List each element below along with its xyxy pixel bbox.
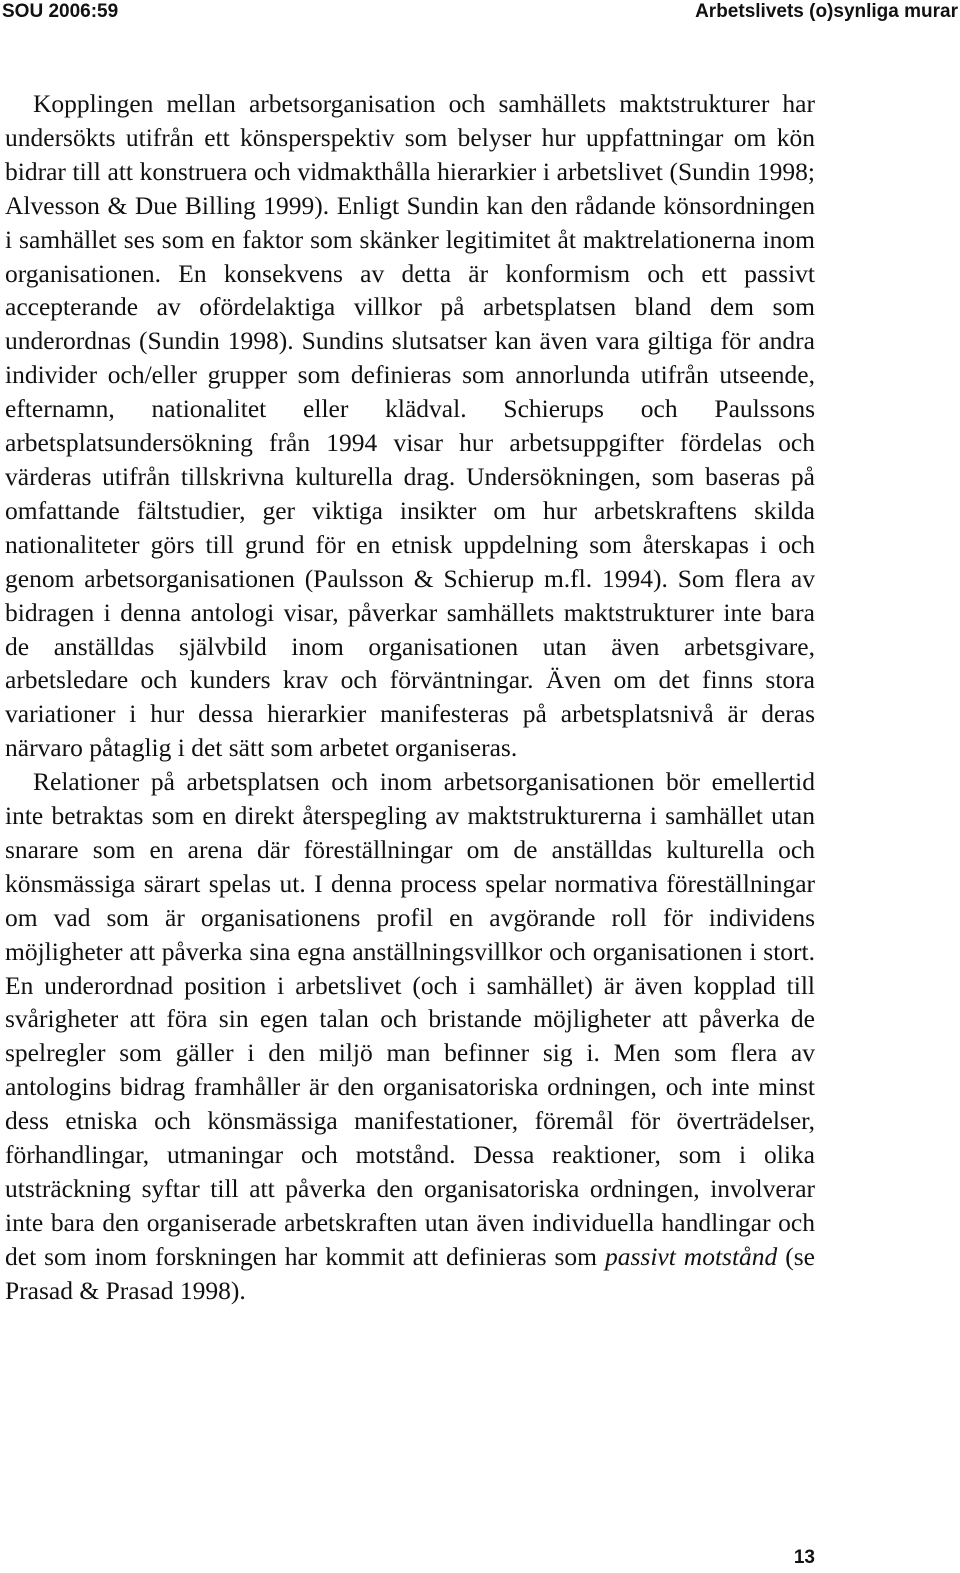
chapter-title: Arbetslivets (o)synliga murar xyxy=(695,1,958,22)
running-header xyxy=(0,0,960,30)
paragraph-2-text: Relationer på arbetsplatsen och inom arbetsorganisationen bör emellertid inte betraktas som en direkt återspegling av maktstrukturerna i samhället utan snarare som en arena där föreställningar om de anställdas kulturella och könsmässiga särart spelas ut. I denna process spelar normativa föreställningar om vad som är organisationens profil en avgörande roll för individens möjligheter att påverka sina egna anställningsvillkor och organisationen i stort. En underordnad position i arbetslivet (och i samhället) är även kopplad till svårigheter att föra sin egen talan och bristande möjligheter att påverka de spelregler som gäller i den miljö man befinner sig i. Men som flera av antologins bidrag framhåller är den organisatoriska ordningen, och inte minst dess etniska och könsmässiga manifestationer, föremål för överträdelser, förhandlingar, utmaningar och motstånd. Dessa reaktioner, som i olika utsträckning syftar till att påverka den organisatoriska ordningen, involverar inte bara den organiserade arbetskraften utan även individuella handlingar och det som inom forskningen har kommit att definieras som xyxy=(5,767,815,1271)
page-number: 13 xyxy=(793,1547,815,1568)
paragraph-2 xyxy=(5,765,815,1308)
paragraph-1: Kopplingen mellan arbetsorganisation och samhällets maktstrukturer har undersökts utifrån ett könsperspektiv som belyser hur uppfattningar om kön bidrar till att konstruera och vidmakthålla hierarkier i arbetslivet (Sundin 1998; Alvesson & Due Billing 1999). Enligt Sundin kan den rådande könsordningen i samhället ses som en faktor som skänker legitimitet åt maktrelationerna inom organisationen. En konsekvens av detta är konformism och ett passivt accepterande av ofördelaktiga villkor på arbetsplatsen bland dem som underordnas (Sundin 1998). Sundins slutsatser kan även vara giltiga för andra individer och/eller grupper som definieras som annorlunda utifrån utseende, efternamn, nationalitet eller klädval. Schierups och Paulssons arbetsplatsundersökning från 1994 visar hur arbetsuppgifter fördelas och värderas utifrån tillskrivna kulturella drag. Undersökningen, som baseras på omfattande fältstudier, ger viktiga insikter om hur arbetskraftens skilda nationaliteter görs till grund för en etnisk uppdelning som återskapas i och genom arbetsorganisationen (Paulsson & Schierup m.fl. 1994). Som flera av bidragen i denna antologi visar, påverkar samhällets maktstrukturer inte bara de anställdas självbild inom organisationen utan även arbetsgivare, arbetsledare och kunders krav och förväntningar. Även om det finns stora variationer i hur dessa hierarkier manifesteras på arbetsplatsnivå är deras närvaro påtaglig i det sätt som arbetet organiseras. xyxy=(5,89,815,763)
paragraph-2-tail: (se Prasad & Prasad 1998). xyxy=(5,1241,815,1305)
report-number: SOU 2006:59 xyxy=(2,1,119,22)
emphasized-term: passivt motstånd xyxy=(604,1241,778,1271)
body-text xyxy=(5,87,815,1308)
